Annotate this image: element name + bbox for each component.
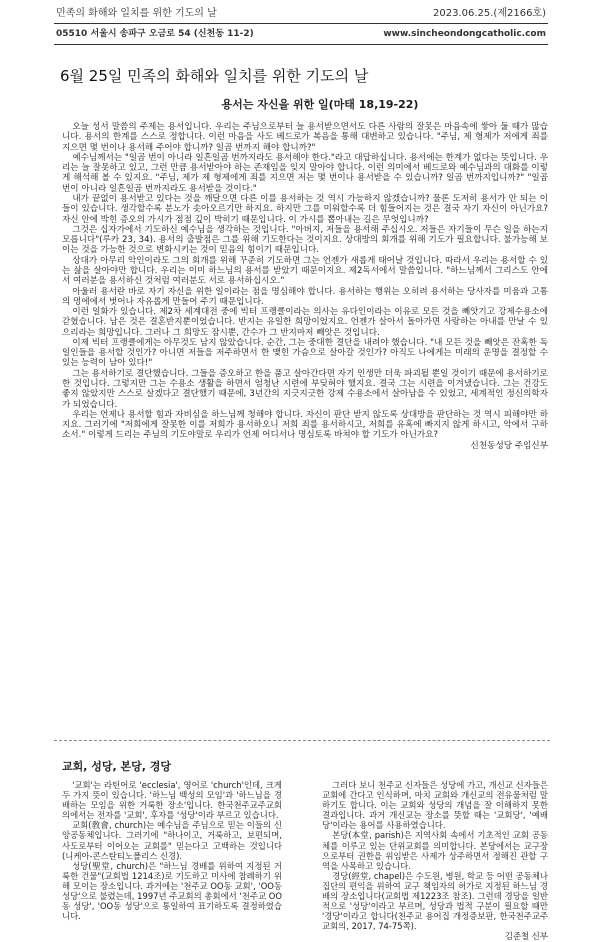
article-paragraph: 이런 일화가 있습니다. 제2차 세계대전 중에 빅터 프랭클이라는 의사는 유다인이라는 이유로 모든 것을 빼앗기고 강제수용소에 갇혔습니다. 남은 것은 결혼반지뿐이었습니다. 반지는 유일한 희망이었지요. 언젠가 살아서 돌아가면 사랑하는 아내를 만날 수 있으리라는 희망입니다. 그러나 그 희망도 잠시뿐, 간수가 그 반지마저 빼앗은 것입니다. — [62, 307, 548, 338]
section-left-column — [62, 780, 282, 922]
header-rule-bottom — [54, 44, 548, 45]
article-paragraph: 그것은 십자가에서 기도하신 예수님을 생각하는 것입니다. "아버지, 저들을 용서해 주십시오. 저들은 자기들이 무슨 일을 하는지 모릅니다"(루카 23, 34). 용서의 출발점은 그를 위해 기도한다는 것이지요. 상대방의 회개를 위해 기도가 필요합니다. 불가능해 보이는 것을 가능한 것으로 변화시키는 것이 믿음의 힘이기 때문입니다. — [62, 224, 548, 256]
article-paragraph: 이제 빅터 프랭클에게는 아무것도 남지 않았습니다. 순간, 그는 중대한 결단을 내려야 했습니다. "내 모든 것을 빼앗은 잔혹한 독일인들을 용서할 것인가? 아니면 저들을 저주하면서 한 맺힌 가슴으로 살아갈 것인가? 아직도 나에게는 미래의 운명을 결정할 수 있는 능력이 남아 있다!" — [62, 337, 548, 369]
top-header — [56, 7, 546, 20]
article-subtitle-text: 용서는 자신을 위한 일(마태 18,19-22) — [221, 98, 419, 111]
website-link[interactable]: www.sincheondongcatholic.com — [383, 29, 546, 39]
article-subtitle — [0, 98, 600, 112]
address-bar — [56, 28, 546, 40]
section-paragraph: 그러다 보니 천주교 신자들은 성당에 가고, 개신교 신자들은 교회에 간다고 인식하며, 마치 교회와 개신교의 전유물처럼 말하기도 합니다. 이는 교회와 성당의 개념을 잘 이해하지 못한 결과입니다. 과거 개신교는 장소를 뜻할 때는 '교회당', '예배당'이라는 용어를 사용하였습니다. — [322, 780, 548, 831]
article-paragraph: 아울러 용서란 바로 자기 자신을 위한 일이라는 점을 명심해야 합니다. 용서하는 행위는 오히려 용서하는 당사자를 미움과 고통의 멍에에서 벗어나 자유롭게 만들어 주기 때문입니다. — [62, 286, 548, 307]
article-signature: 신천동성당 주임신부 — [470, 440, 548, 451]
section-signature: 김준철 신부 — [504, 931, 548, 942]
section-paragraph: 교회(敎會, church)는 예수님을 주님으로 믿는 이들의 신앙공동체입니다. 그러기에 "하나이고, 거룩하고, 보편되며, 사도로부터 이어오는 교회를" 믿는다고 고백하는 것입니다(니케아-콘스탄티노폴리스 신경). — [62, 820, 282, 861]
section-title: 교회, 성당, 본당, 경당 — [62, 760, 172, 773]
section-divider — [54, 740, 550, 741]
article-paragraph: 예수님께서는 "일곱 번이 아니라 일흔일곱 번까지라도 용서해야 한다."라고 대답하십니다. 용서에는 한계가 없다는 뜻입니다. 우리는 늘 잘못하고 있고, 그런 만큼 용서받아야 하는 존재임을 잊지 말아야 합니다. 이런 의미에서 베드로와 예수님과의 대화를 이렇게 해석해 볼 수 있지요. "주님, 제가 제 형제에게 죄를 지으면 저는 몇 번이나 용서받을 수 있습니까? 일곱 번까지입니까?" "일곱 번이 아니라 일흔일곱 번까지라도 용서받을 것이다." — [62, 152, 548, 194]
article-paragraph: 상대가 아무리 악인이라도 그의 회개를 위해 꾸준히 기도하면 그는 언젠가 새롭게 태어날 것입니다. 따라서 우리는 용서할 수 있는 삶을 살아야만 합니다. 우리는 이미 하느님의 용서를 받았기 때문이지요. 제2독서에서 말씀입니다. "하느님께서 그리스도 안에서 여러분을 용서하신 것처럼 여러분도 서로 용서하십시오." — [62, 255, 548, 287]
section-paragraph: 성당(聖堂, church)은 "하느님 경배를 위하여 지정된 거룩한 건물"(교회법 1214조)로 기도하고 미사에 참례하기 위해 모이는 장소입니다. 과거에는 '천주교 OO동 교회', 'OO동 성당'으로 불렸는데, 1997년 주교회의 총회에서 '천주교 OO동 성당', 'OO동 성당'으로 통일하여 표기하도록 결정하였습니다. — [62, 860, 282, 922]
section-paragraph: 경당(經堂, chapel)은 수도원, 병원, 학교 등 어떤 공동체나 집단의 편익을 위하여 교구 책임자의 허가로 지정된 하느님 경배의 장소입니다(교회법 제1223조 참조). 그런데 경당을 일반적으로 '성당'이라고 부르며, 성당과 법적 구분이 필요할 때만 '경당'이라고 합니다(천주교 용어집 개정증보판, 한국천주교주교회의, 2017, 74-75쪽). — [322, 870, 548, 932]
article-paragraph: 오늘 성서 말씀의 주제는 용서입니다. 우리는 주님으로부터 늘 용서받으면서도 다른 사람의 잘못은 마음속에 쌓아 둘 때가 많습니다. 용서의 한계를 스스로 정합니다. 이런 마음을 사도 베드로가 복음을 통해 대변하고 있습니다. "주님, 제 형제가 저에게 죄를 지으면 몇 번이나 용서해 주어야 합니까? 일곱 번까지 해야 합니까?" — [62, 122, 548, 153]
article-paragraph: 그는 용서하기로 결단했습니다. 그들을 증오하고 한을 품고 살아간다면 자기 인생만 더욱 파괴될 뿐일 것이기 때문에 용서하기로 한 것입니다. 그렇지만 그는 수용소 생활을 하면서 엄청난 시련에 부딪혀야 했지요. 결국 그는 시련을 이겨냈습니다. 그는 건강도 좋지 않았지만 스스로 살겠다고 결단했기 때문에, 3년간의 지긋지긋한 강제 수용소에서 살아남을 수 있었고, 세계적인 정신의학자가 되었습니다. — [62, 368, 548, 410]
header-date-issue: 2023.06.25.(제2166호) — [432, 8, 546, 19]
parish-address: 05510 서울시 송파구 오금로 54 (신천동 11-2) — [56, 29, 254, 39]
article-title: 6월 25일 민족의 화해와 일치를 위한 기도의 날 — [60, 67, 369, 85]
section-right-column — [322, 780, 548, 942]
header-rule-top — [54, 23, 548, 24]
article-body — [62, 122, 548, 734]
header-title: 민족의 화해와 일치를 위한 기도의 날 — [56, 8, 217, 19]
article-paragraph: 우리는 언제나 용서할 힘과 자비심을 하느님께 청해야 합니다. 자신이 판단 받지 않도록 상대방을 판단하는 것 역시 피해야만 하지요. 그러기에 "저희에게 잘못한 이를 저희가 용서하오니 저희 죄를 용서하시고, 저희를 유혹에 빠지지 않게 하시고, 악에서 구하소서." 이렇게 드리는 주님의 기도야말로 우리가 언제 어디서나 명심토록 바쳐야 할 기도가 아닌가요? — [62, 409, 548, 441]
section-paragraph: '교회'는 라틴어로 'ecclesia', 영어로 'church'인데, 크게 두 가지 뜻이 있습니다. '하느님 백성의 모임'과 '하느님을 경배하는 모임을 위한 거룩한 장소'입니다. 한국천주교주교회의에서는 전자를 '교회', 후자를 '성당'이라 부르고 있습니다. — [62, 780, 282, 821]
article-paragraph: 내가 끝없이 용서받고 있다는 것을 깨달으면 다른 이를 용서하는 것 역시 가능하지 않겠습니까? 물론 도저히 용서가 안 되는 이들이 있습니다. 생각할수록 분노가 솟아오르기만 하지요. 하지만 그를 미워할수록 더 힘들어지는 것은 결국 자기 자신이 아닌가요? 자신 안에 박힌 증오의 가시가 점점 깊이 박히기 때문입니다. 이 가시를 뽑아내는 길은 무엇입니까? — [62, 193, 548, 225]
section-paragraph: 본당(本堂, parish)은 지역사회 속에서 기초적인 교회 공동체를 이루고 있는 단위교회를 의미합니다. 본당에서는 교구장으로부터 권한을 위임받은 사제가 상주하면서 정해진 관할 구역을 사목하고 있습니다. — [322, 830, 548, 871]
